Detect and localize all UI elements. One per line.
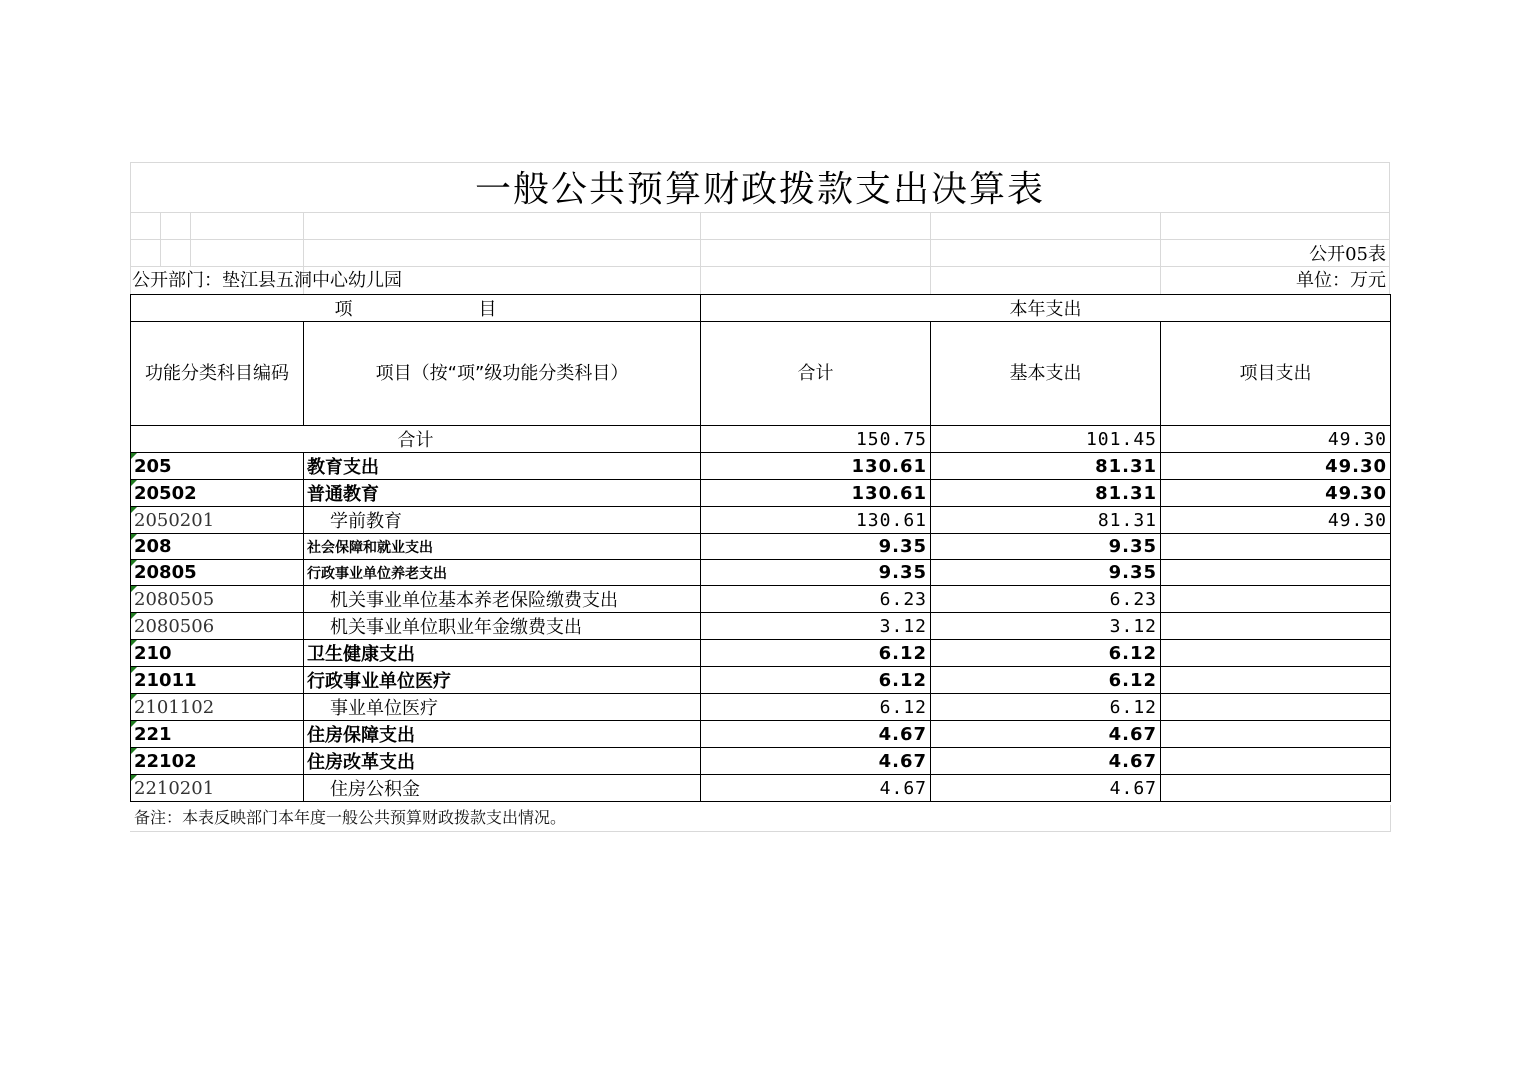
row-code: 210 bbox=[131, 640, 304, 667]
table-row bbox=[131, 775, 1391, 802]
grid-line bbox=[130, 212, 1390, 213]
row-total: 4.67 bbox=[701, 775, 931, 802]
row-name: 卫生健康支出 bbox=[304, 640, 701, 667]
table-row bbox=[131, 694, 1391, 721]
row-name: 事业单位医疗 bbox=[304, 694, 701, 721]
row-basic: 4.67 bbox=[931, 775, 1161, 802]
row-code: 221 bbox=[131, 721, 304, 748]
row-name: 住房改革支出 bbox=[304, 748, 701, 775]
table-row bbox=[131, 453, 1391, 480]
total-amount: 150.75 bbox=[701, 426, 931, 453]
table-row bbox=[131, 748, 1391, 775]
row-project bbox=[1161, 534, 1391, 560]
header-row-1 bbox=[131, 295, 1391, 322]
row-basic: 6.12 bbox=[931, 640, 1161, 667]
header-row-2 bbox=[131, 322, 1391, 426]
row-project bbox=[1161, 560, 1391, 586]
unit-label: 单位：万元 bbox=[1296, 270, 1386, 291]
row-project bbox=[1161, 613, 1391, 640]
row-name: 住房保障支出 bbox=[304, 721, 701, 748]
row-project bbox=[1161, 586, 1391, 613]
row-total: 4.67 bbox=[701, 721, 931, 748]
row-name: 机关事业单位基本养老保险缴费支出 bbox=[304, 586, 701, 613]
row-project bbox=[1161, 640, 1391, 667]
row-project bbox=[1161, 775, 1391, 802]
row-total: 3.12 bbox=[701, 613, 931, 640]
row-code: 22102 bbox=[131, 748, 304, 775]
header-code: 功能分类科目编码 bbox=[131, 322, 304, 426]
header-project: 项目支出 bbox=[1161, 322, 1391, 426]
row-code: 21011 bbox=[131, 667, 304, 694]
total-project: 49.30 bbox=[1161, 426, 1391, 453]
row-project bbox=[1161, 721, 1391, 748]
row-name: 机关事业单位职业年金缴费支出 bbox=[304, 613, 701, 640]
row-total: 6.12 bbox=[701, 694, 931, 721]
table-row bbox=[131, 586, 1391, 613]
page-title: 一般公共预算财政拨款支出决算表 bbox=[474, 169, 1045, 210]
row-basic: 6.23 bbox=[931, 586, 1161, 613]
table-row bbox=[131, 507, 1391, 534]
total-row bbox=[131, 426, 1391, 453]
expenditure-table bbox=[130, 294, 1391, 802]
row-basic: 81.31 bbox=[931, 507, 1161, 534]
header-current-year: 本年支出 bbox=[701, 295, 1391, 322]
row-code: 2050201 bbox=[131, 507, 304, 534]
grid-line bbox=[190, 212, 191, 266]
form-number: 公开05表 bbox=[1309, 244, 1386, 265]
row-project bbox=[1161, 667, 1391, 694]
table-row bbox=[131, 613, 1391, 640]
row-total: 130.61 bbox=[701, 453, 931, 480]
total-label: 合计 bbox=[131, 426, 701, 453]
table-row bbox=[131, 560, 1391, 586]
row-project bbox=[1161, 694, 1391, 721]
row-total: 130.61 bbox=[701, 507, 931, 534]
table-row bbox=[131, 640, 1391, 667]
table-note: 备注：本表反映部门本年度一般公共预算财政拨款支出情况。 bbox=[130, 805, 1391, 832]
header-item-name: 项目（按“项”级功能分类科目） bbox=[304, 322, 701, 426]
row-basic: 4.67 bbox=[931, 721, 1161, 748]
row-total: 9.35 bbox=[701, 560, 931, 586]
header-total: 合计 bbox=[701, 322, 931, 426]
row-name: 社会保障和就业支出 bbox=[304, 534, 701, 560]
row-total: 9.35 bbox=[701, 534, 931, 560]
grid-line bbox=[130, 266, 1390, 267]
table-row bbox=[131, 667, 1391, 694]
row-name: 学前教育 bbox=[304, 507, 701, 534]
row-project: 49.30 bbox=[1161, 480, 1391, 507]
grid-line bbox=[130, 239, 1390, 240]
row-code: 208 bbox=[131, 534, 304, 560]
total-basic: 101.45 bbox=[931, 426, 1161, 453]
grid-line bbox=[930, 212, 931, 294]
row-name: 行政事业单位养老支出 bbox=[304, 560, 701, 586]
row-name: 住房公积金 bbox=[304, 775, 701, 802]
row-project bbox=[1161, 748, 1391, 775]
row-project: 49.30 bbox=[1161, 507, 1391, 534]
row-code: 20805 bbox=[131, 560, 304, 586]
row-code: 205 bbox=[131, 453, 304, 480]
row-total: 4.67 bbox=[701, 748, 931, 775]
row-basic: 6.12 bbox=[931, 694, 1161, 721]
row-name: 普通教育 bbox=[304, 480, 701, 507]
row-code: 2210201 bbox=[131, 775, 304, 802]
row-name: 行政事业单位医疗 bbox=[304, 667, 701, 694]
row-total: 6.23 bbox=[701, 586, 931, 613]
table-row bbox=[131, 534, 1391, 560]
row-code: 20502 bbox=[131, 480, 304, 507]
row-code: 2101102 bbox=[131, 694, 304, 721]
row-code: 2080506 bbox=[131, 613, 304, 640]
row-basic: 9.35 bbox=[931, 560, 1161, 586]
row-basic: 6.12 bbox=[931, 667, 1161, 694]
row-project: 49.30 bbox=[1161, 453, 1391, 480]
table-row bbox=[131, 480, 1391, 507]
row-name: 教育支出 bbox=[304, 453, 701, 480]
row-basic: 4.67 bbox=[931, 748, 1161, 775]
row-basic: 81.31 bbox=[931, 480, 1161, 507]
header-basic: 基本支出 bbox=[931, 322, 1161, 426]
department-label: 公开部门：垫江县五洞中心幼儿园 bbox=[132, 270, 402, 291]
row-basic: 9.35 bbox=[931, 534, 1161, 560]
row-basic: 3.12 bbox=[931, 613, 1161, 640]
row-total: 6.12 bbox=[701, 667, 931, 694]
header-item-group: 项 目 bbox=[131, 295, 701, 322]
row-total: 130.61 bbox=[701, 480, 931, 507]
grid-line bbox=[160, 212, 161, 266]
row-total: 6.12 bbox=[701, 640, 931, 667]
row-basic: 81.31 bbox=[931, 453, 1161, 480]
grid-line bbox=[700, 212, 701, 294]
table-row bbox=[131, 721, 1391, 748]
row-code: 2080505 bbox=[131, 586, 304, 613]
grid-line bbox=[1160, 212, 1161, 294]
